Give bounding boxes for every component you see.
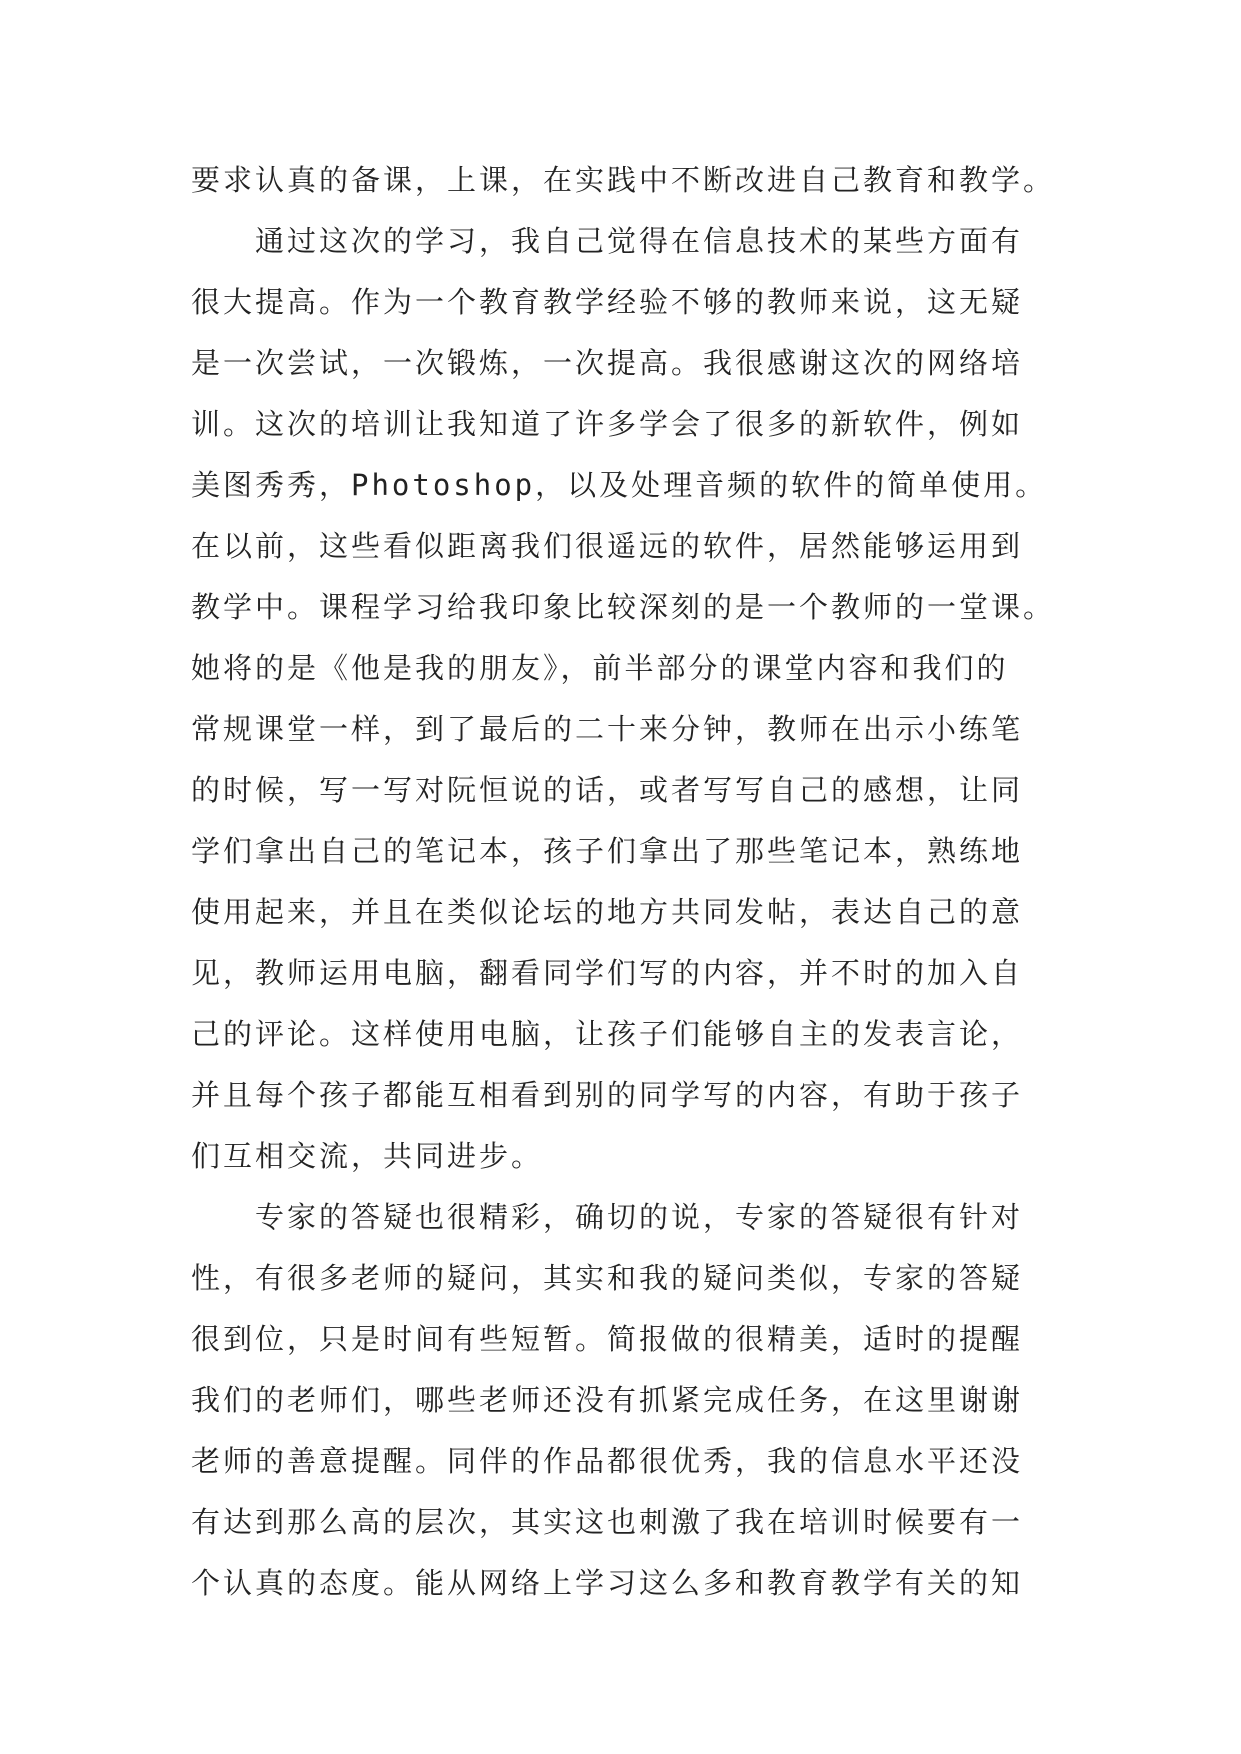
text-line: 己的评论。这样使用电脑，让孩子们能够自主的发表言论，	[191, 1017, 1024, 1051]
text-line: 很大提高。作为一个教育教学经验不够的教师来说，这无疑	[191, 285, 1024, 319]
text-line: 的时候，写一写对阮恒说的话，或者写写自己的感想，让同	[191, 773, 1024, 807]
text-line: 是一次尝试，一次锻炼，一次提高。我很感谢这次的网络培	[191, 346, 1024, 380]
text-line: 学们拿出自己的笔记本，孩子们拿出了那些笔记本，熟练地	[191, 834, 1024, 868]
text-line: 常规课堂一样，到了最后的二十来分钟，教师在出示小练笔	[191, 712, 1024, 746]
text-line: 我们的老师们，哪些老师还没有抓紧完成任务，在这里谢谢	[191, 1383, 1024, 1417]
text-line: 使用起来，并且在类似论坛的地方共同发帖，表达自己的意	[191, 895, 1024, 929]
text-line: 性，有很多老师的疑问，其实和我的疑问类似，专家的答疑	[191, 1261, 1024, 1295]
text-line: 在以前，这些看似距离我们很遥远的软件，居然能够运用到	[191, 529, 1024, 563]
text-line: 见，教师运用电脑，翻看同学们写的内容，并不时的加入自	[191, 956, 1024, 990]
text-line: 通过这次的学习，我自己觉得在信息技术的某些方面有	[191, 224, 1024, 258]
body-text	[191, 150, 1061, 1614]
text-line: 个认真的态度。能从网络上学习这么多和教育教学有关的知	[191, 1566, 1024, 1600]
text-line: 要求认真的备课，上课，在实践中不断改进自己教育和教学。	[191, 163, 1056, 197]
text-line: 很到位，只是时间有些短暂。简报做的很精美，适时的提醒	[191, 1322, 1024, 1356]
text-line: 们互相交流，共同进步。	[191, 1139, 544, 1173]
text-line: 教学中。课程学习给我印象比较深刻的是一个教师的一堂课。	[191, 590, 1056, 624]
text-line: 训。这次的培训让我知道了许多学会了很多的新软件，例如	[191, 407, 1024, 441]
text-line: 美图秀秀，Photoshop，以及处理音频的软件的简单使用。	[191, 468, 1048, 502]
text-line: 有达到那么高的层次，其实这也刺激了我在培训时候要有一	[191, 1505, 1024, 1539]
text-line: 专家的答疑也很精彩，确切的说，专家的答疑很有针对	[191, 1200, 1024, 1234]
text-line: 老师的善意提醒。同伴的作品都很优秀，我的信息水平还没	[191, 1444, 1024, 1478]
text-line: 她将的是《他是我的朋友》，前半部分的课堂内容和我们的	[191, 651, 1009, 685]
text-line: 并且每个孩子都能互相看到别的同学写的内容，有助于孩子	[191, 1078, 1024, 1112]
